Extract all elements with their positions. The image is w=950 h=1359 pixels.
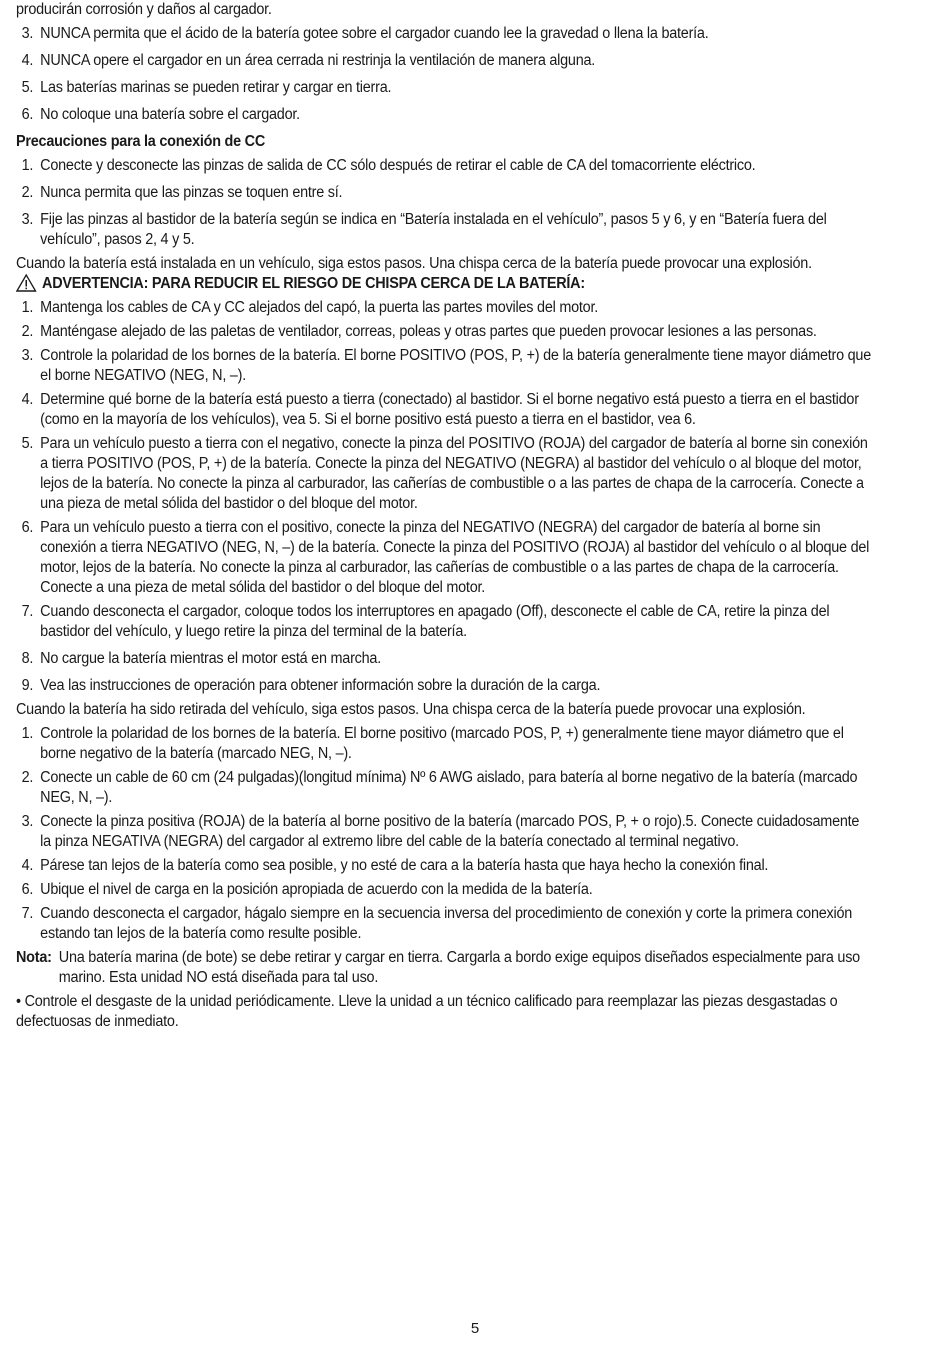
warning-triangle-icon: [16, 274, 36, 292]
list-item: 5. Las baterías marinas se pueden retirar y cargar en tierra.: [21, 79, 392, 96]
in-vehicle-intro: Cuando la batería está instalada en un vehículo, siga estos pasos. Una chispa cerca de la batería puede provocar una explosión.: [16, 255, 812, 272]
list-item: 3. Controle la polaridad de los bornes de la batería. El borne POSITIVO (POS, P, +) de la batería generalmente tiene mayor diámetro que el borne NEGATIVO (NEG, N, –).: [21, 347, 872, 384]
warning-heading: [16, 274, 872, 294]
list-item: 6. Para un vehículo puesto a tierra con el positivo, conecte la pinza del NEGATIVO (NEGRA) del cargador de batería al borne sin conexión a tierra NEGATIVO (NEG, N, –) de la batería. Conecte la pinza del POSITIVO (ROJA) al bastidor del vehículo o al bloque del motor, lejos de la batería. No conecte la pinza al carburador, las cañerías de combustible o a las partes de chapa de la carrocería. Conecte a una pieza de metal sólida del bastidor o del bloque del motor.: [21, 519, 870, 596]
list-item: 5. Para un vehículo puesto a tierra con el negativo, conecte la pinza del POSITIVO (ROJA) del cargador de batería al borne sin conexión a tierra POSITIVO (POS, P, +) de la batería. Conecte la pinza del NEGATIVO (NEGRA) al bastidor del vehículo o al bloque del motor, lejos de la batería. No conecte la pinza al carburador, las cañerías de combustible o a las partes de chapa de la carrocería. Conecte a una pieza de metal sólida del bastidor o del bloque del motor.: [21, 435, 868, 512]
list-item: 1. Mantenga los cables de CA y CC alejados del capó, la puerta las partes moviles del motor.: [21, 299, 599, 316]
warning-text: ADVERTENCIA: PARA REDUCIR EL RIESGO DE CHISPA CERCA DE LA BATERÍA:: [42, 275, 585, 292]
out-vehicle-list: [16, 724, 936, 944]
list-item: 1. Controle la polaridad de los bornes de la batería. El borne positivo (marcado POS, P, +) generalmente tiene mayor diámetro que el borne negativo de la batería (marcado NEG, N, –).: [21, 725, 844, 762]
list-item: 9. Vea las instrucciones de operación para obtener información sobre la duración de la carga.: [21, 677, 601, 694]
list-item: 7. Cuando desconecta el cargador, coloque todos los interruptores en apagado (Off), desconecte el cable de CA, retire la pinza del bastidor del vehículo, y luego retire la pinza del terminal de la batería.: [21, 603, 830, 640]
bullet-item: • Controle el desgaste de la unidad periódicamente. Lleve la unidad a un técnico calificado para reemplazar las piezas desgastadas o defectuosas de inmediato.: [16, 993, 838, 1030]
note-label: Nota:: [16, 949, 52, 966]
list-item: 6. No coloque una batería sobre el cargador.: [21, 106, 300, 123]
list-item: 2. Conecte un cable de 60 cm (24 pulgadas)(longitud mínima) Nº 6 AWG aislado, para batería al borne negativo de la batería (marcado NEG, N, –).: [21, 769, 858, 806]
document-page: [16, 0, 936, 1032]
list-item: 3. NUNCA permita que el ácido de la batería gotee sobre el cargador cuando lee la gravedad o llena la batería.: [21, 25, 709, 42]
dc-list: [16, 156, 936, 250]
continuation-text: producirán corrosión y daños al cargador.: [16, 1, 272, 18]
list-item: 3. Fije las pinzas al bastidor de la batería según se indica en “Batería instalada en el vehículo”, pasos 5 y 6, y en “Batería fuera del vehículo”, pasos 2, 4 y 5.: [21, 211, 827, 248]
section-heading-dc: Precauciones para la conexión de CC: [16, 133, 266, 150]
list-item: 4. Párese tan lejos de la batería como sea posible, y no esté de cara a la batería hasta que haya hecho la conexión final.: [21, 857, 769, 874]
list-item: 3. Conecte la pinza positiva (ROJA) de la batería al borne positivo de la batería (marcado POS, P, + o rojo).5. Conecte cuidadosamente la pinza NEGATIVA (NEGRA) del cargador al extremo libre del cable de la batería conectado al terminal negativo.: [21, 813, 860, 850]
note-block: [16, 948, 872, 988]
list-item: 6. Ubique el nivel de carga en la posición apropiada de acuerdo con la medida de la batería.: [21, 881, 593, 898]
list-item: 1. Conecte y desconecte las pinzas de salida de CC sólo después de retirar el cable de CA del tomacorriente eléctrico.: [21, 157, 756, 174]
page-number: 5: [470, 1320, 480, 1337]
list-item: 4. NUNCA opere el cargador en un área cerrada ni restrinja la ventilación de manera alguna.: [21, 52, 596, 69]
top-list: [16, 24, 936, 125]
out-vehicle-intro: Cuando la batería ha sido retirada del vehículo, siga estos pasos. Una chispa cerca de la batería puede provocar una explosión.: [16, 701, 806, 718]
note-text: Una batería marina (de bote) se debe retirar y cargar en tierra. Cargarla a bordo exige equipos diseñados especialmente para uso marino. Esta unidad NO está diseñada para tal uso.: [58, 949, 860, 986]
in-vehicle-list: [16, 298, 936, 696]
list-item: 7. Cuando desconecta el cargador, hágalo siempre en la secuencia inversa del procedimiento de conexión y corte la primera conexión estando tan lejos de la batería como resulte posible.: [21, 905, 853, 942]
list-item: 4. Determine qué borne de la batería está puesto a tierra (conectado) al bastidor. Si el borne negativo está puesto a tierra en el bastidor (como en la mayoría de los vehículos), vea 5. Si el borne positivo está puesto a tierra en el bastidor, vea 6.: [21, 391, 859, 428]
list-item: 2. Nunca permita que las pinzas se toquen entre sí.: [21, 184, 343, 201]
list-item: 2. Manténgase alejado de las paletas de ventilador, correas, poleas y otras partes que pueden provocar lesiones a las personas.: [21, 323, 817, 340]
list-item: 8. No cargue la batería mientras el motor está en marcha.: [21, 650, 381, 667]
